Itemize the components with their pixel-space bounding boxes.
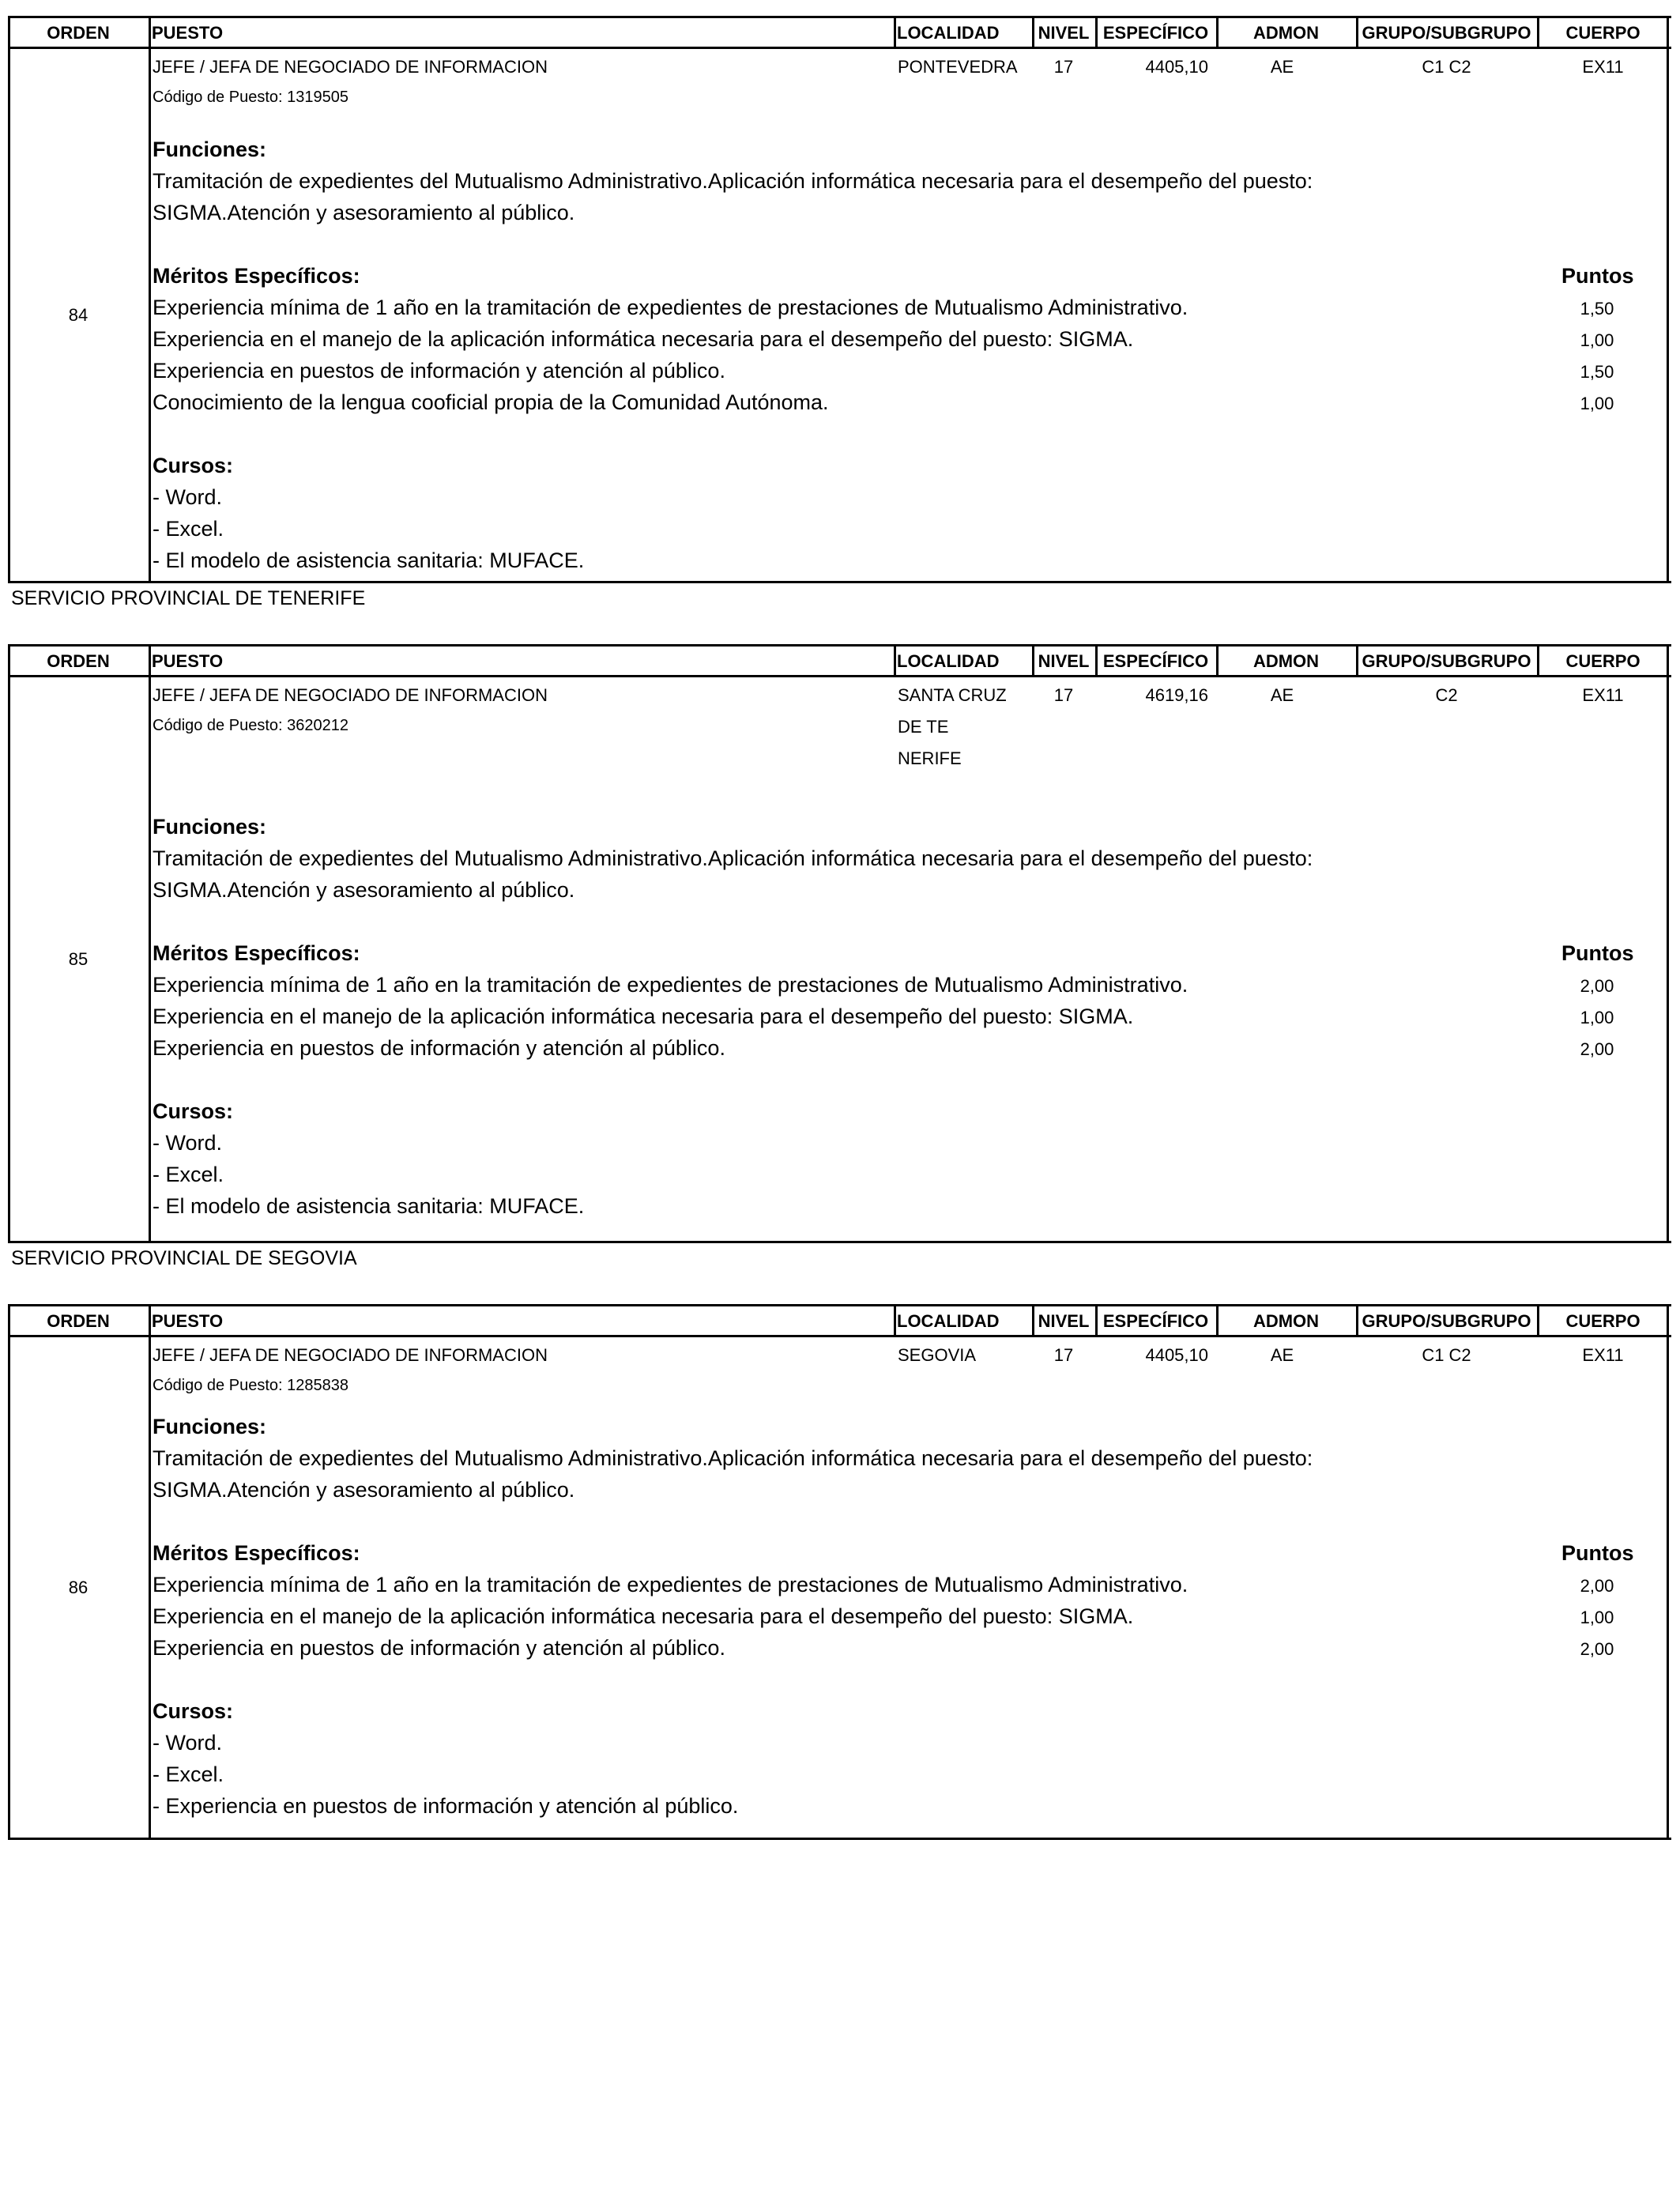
header-especifico: ESPECÍFICO [1102,1311,1209,1331]
localidad-value: DE TE [898,717,949,737]
funciones-line: SIGMA.Atención y asesoramiento al público. [153,201,575,224]
admon-value: AE [1270,685,1294,705]
curso-item: - Excel. [153,1762,224,1786]
position-block [8,16,1671,583]
merito-puntos: 2,00 [1580,1039,1614,1059]
column-divider [8,1306,10,1838]
header-grupo: GRUPO/SUBGRUPO [1362,1311,1531,1331]
header-orden: ORDEN [47,1311,110,1331]
cuerpo-value: EX11 [1582,1345,1624,1365]
funciones-label: Funciones: [153,815,267,839]
column-divider [1216,1306,1219,1335]
column-divider [1095,18,1098,47]
header-admon: ADMON [1252,23,1320,43]
column-divider [149,18,151,581]
header-especifico: ESPECÍFICO [1102,23,1209,43]
column-divider [1095,1306,1098,1335]
column-divider [149,1306,151,1838]
merito-item: Experiencia en el manejo de la aplicación informática necesaria para el desempeño del puesto: SIGMA. [153,1604,1134,1628]
header-orden: ORDEN [47,23,110,43]
position-block [8,1304,1671,1840]
header-puesto: PUESTO [152,23,224,43]
header-localidad: LOCALIDAD [897,1311,1000,1331]
nivel-value: 17 [1053,1345,1074,1365]
column-divider [1537,1306,1539,1335]
column-divider [894,1306,896,1335]
header-grupo: GRUPO/SUBGRUPO [1362,23,1531,43]
column-divider [1356,18,1358,47]
header-cuerpo: CUERPO [1565,651,1640,671]
merito-item: Experiencia en puestos de información y atención al público. [153,1036,725,1060]
puntos-label: Puntos [1561,264,1634,288]
localidad-value: SEGOVIA [898,1345,977,1365]
funciones-line: Tramitación de expedientes del Mutualismo Administrativo.Aplicación informática necesaria para el desempeño del puesto: [153,1446,1313,1470]
header-puesto: PUESTO [152,1311,224,1331]
meritos-label: Méritos Específicos: [153,264,360,288]
header-especifico: ESPECÍFICO [1102,651,1209,671]
column-divider [1032,647,1034,675]
merito-item: Experiencia en puestos de información y atención al público. [153,1636,725,1660]
merito-item: Conocimiento de la lengua cooficial propia de la Comunidad Autónoma. [153,390,829,414]
table-header-row [8,647,1671,677]
column-divider [1032,1306,1034,1335]
admon-value: AE [1270,57,1294,77]
merito-puntos: 1,00 [1580,330,1614,350]
localidad-value: NERIFE [898,748,962,768]
grupo-value: C1 C2 [1422,57,1471,77]
header-nivel: NIVEL [1038,1311,1090,1331]
meritos-label: Méritos Específicos: [153,941,360,965]
funciones-label: Funciones: [153,138,267,161]
header-puesto: PUESTO [152,651,224,671]
especifico-value: 4405,10 [1145,57,1208,77]
header-admon: ADMON [1252,651,1320,671]
funciones-line: SIGMA.Atención y asesoramiento al público. [153,878,575,902]
table-header-row [8,1306,1671,1337]
header-localidad: LOCALIDAD [897,651,1000,671]
header-orden: ORDEN [47,651,110,671]
merito-item: Experiencia mínima de 1 año en la tramitación de expedientes de prestaciones de Mutualismo Administrativo. [153,973,1188,997]
cuerpo-value: EX11 [1582,685,1624,705]
nivel-value: 17 [1053,57,1074,77]
puntos-label: Puntos [1561,941,1634,965]
merito-item: Experiencia en puestos de información y atención al público. [153,359,725,383]
codigo-puesto: Código de Puesto: 3620212 [153,717,348,734]
localidad-value: SANTA CRUZ [898,685,1007,705]
section-title: SERVICIO PROVINCIAL DE TENERIFE [11,587,366,609]
cursos-label: Cursos: [153,1099,234,1123]
column-divider [894,18,896,47]
merito-puntos: 1,00 [1580,394,1614,413]
header-cuerpo: CUERPO [1565,1311,1640,1331]
merito-puntos: 2,00 [1580,976,1614,996]
column-divider [1356,647,1358,675]
curso-item: - El modelo de asistencia sanitaria: MUFACE. [153,548,585,572]
merito-puntos: 1,50 [1580,299,1614,319]
header-nivel: NIVEL [1038,651,1090,671]
merito-item: Experiencia mínima de 1 año en la tramitación de expedientes de prestaciones de Mutualismo Administrativo. [153,296,1188,319]
column-divider [8,647,10,1241]
curso-item: - Excel. [153,517,224,541]
especifico-value: 4405,10 [1145,1345,1208,1365]
column-divider [1667,647,1669,1241]
nivel-value: 17 [1053,685,1074,705]
curso-item: - Excel. [153,1163,224,1186]
codigo-puesto: Código de Puesto: 1285838 [153,1377,348,1394]
puesto-title: JEFE / JEFA DE NEGOCIADO DE INFORMACION [153,57,548,77]
cursos-label: Cursos: [153,454,234,477]
position-block [8,644,1671,1243]
column-divider [1537,647,1539,675]
header-grupo: GRUPO/SUBGRUPO [1362,651,1531,671]
cursos-label: Cursos: [153,1699,234,1723]
grupo-value: C1 C2 [1422,1345,1471,1365]
funciones-line: Tramitación de expedientes del Mutualismo Administrativo.Aplicación informática necesaria para el desempeño del puesto: [153,169,1313,193]
column-divider [149,647,151,1241]
funciones-label: Funciones: [153,1415,267,1438]
localidad-value: PONTEVEDRA [898,57,1018,77]
column-divider [894,647,896,675]
puesto-title: JEFE / JEFA DE NEGOCIADO DE INFORMACION [153,685,548,705]
curso-item: - El modelo de asistencia sanitaria: MUFACE. [153,1194,585,1218]
funciones-line: Tramitación de expedientes del Mutualismo Administrativo.Aplicación informática necesaria para el desempeño del puesto: [153,846,1313,870]
header-admon: ADMON [1252,1311,1320,1331]
column-divider [1095,647,1098,675]
curso-item: - Word. [153,1731,223,1755]
column-divider [1032,18,1034,47]
admon-value: AE [1270,1345,1294,1365]
column-divider [1356,1306,1358,1335]
grupo-value: C2 [1435,685,1458,705]
funciones-line: SIGMA.Atención y asesoramiento al público. [153,1478,575,1502]
merito-item: Experiencia mínima de 1 año en la tramitación de expedientes de prestaciones de Mutualismo Administrativo. [153,1573,1188,1596]
section-title: SERVICIO PROVINCIAL DE SEGOVIA [11,1247,357,1269]
header-cuerpo: CUERPO [1565,23,1640,43]
puntos-label: Puntos [1561,1541,1634,1565]
curso-item: - Word. [153,485,223,509]
merito-puntos: 2,00 [1580,1639,1614,1659]
puesto-title: JEFE / JEFA DE NEGOCIADO DE INFORMACION [153,1345,548,1365]
merito-puntos: 2,00 [1580,1576,1614,1596]
column-divider [8,18,10,581]
merito-puntos: 1,00 [1580,1608,1614,1627]
cuerpo-value: EX11 [1582,57,1624,77]
orden-number: 86 [68,1577,89,1597]
meritos-label: Méritos Específicos: [153,1541,360,1565]
orden-number: 85 [68,948,89,969]
header-nivel: NIVEL [1038,23,1090,43]
merito-item: Experiencia en el manejo de la aplicación informática necesaria para el desempeño del puesto: SIGMA. [153,327,1134,351]
codigo-puesto: Código de Puesto: 1319505 [153,89,348,106]
curso-item: - Word. [153,1131,223,1155]
merito-puntos: 1,00 [1580,1008,1614,1027]
header-localidad: LOCALIDAD [897,23,1000,43]
column-divider [1667,1306,1669,1838]
merito-item: Experiencia en el manejo de la aplicación informática necesaria para el desempeño del puesto: SIGMA. [153,1005,1134,1028]
column-divider [1216,18,1219,47]
column-divider [1216,647,1219,675]
curso-item: - Experiencia en puestos de información y atención al público. [153,1794,739,1818]
column-divider [1667,18,1669,581]
merito-puntos: 1,50 [1580,362,1614,382]
especifico-value: 4619,16 [1145,685,1208,705]
table-header-row [8,18,1671,49]
orden-number: 84 [68,304,89,325]
column-divider [1537,18,1539,47]
